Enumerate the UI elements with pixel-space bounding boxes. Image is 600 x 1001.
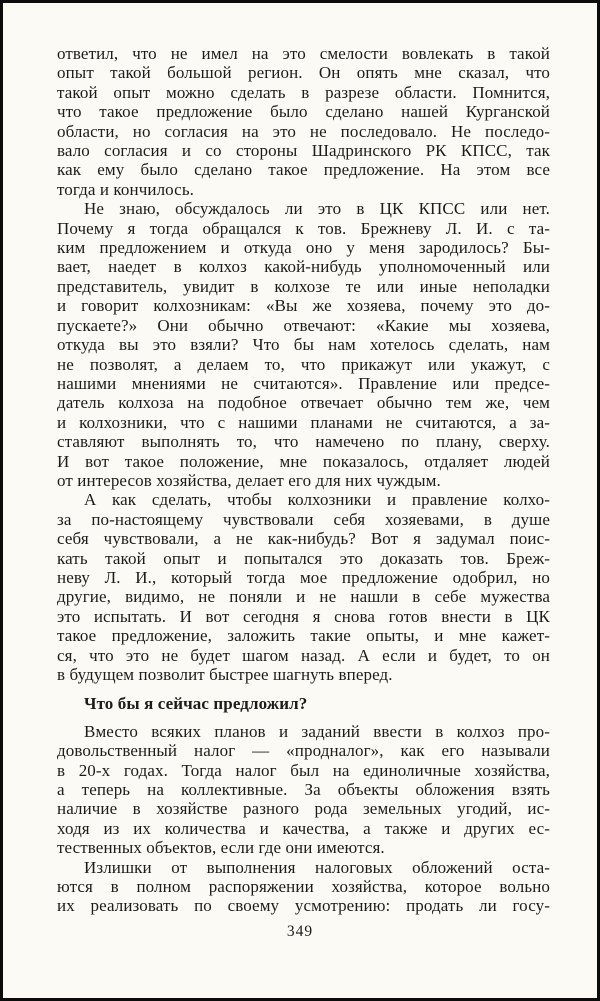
paragraph	[57, 490, 550, 684]
text-line: себя чувствовали, а не как-нибудь? Вот я задумал поис-	[57, 529, 550, 549]
text-line: нашими мнениями не считаются». Правление или предсе-	[57, 373, 550, 393]
text-line: за по-настоящему чувствовали себя хозяевами, в душе	[57, 509, 550, 529]
section-heading: Что бы я сейчас предложил?	[84, 694, 308, 714]
text-line: кать такой опыт и попытался это доказать тов. Бреж-	[57, 548, 550, 568]
text-line: представитель, увидит в колхозе те или иные неполадки	[57, 276, 550, 296]
text-line: их реализовать по своему усмотрению: продать ли госу-	[57, 896, 550, 916]
text-line: тогда и кончилось.	[57, 179, 195, 199]
text-line: откуда вы это взяли? Что бы нам хотелось сделать, нам	[57, 335, 550, 355]
text-line: в 20-х годах. Тогда налог был на единоличные хозяйства,	[57, 760, 550, 780]
text-line: ются в полном распоряжении хозяйства, которое вольно	[57, 877, 550, 897]
paragraph	[57, 44, 550, 199]
page-text-block	[57, 44, 550, 916]
text-line: тественных объектов, если где они имеются.	[57, 838, 385, 858]
text-line: в будущем позволит быстрее шагнуть вперед.	[57, 665, 393, 684]
text-line: не позволят, а делаем то, что прикажут или укажут, с	[57, 354, 550, 374]
text-line: области, но согласия на это не последовало. Не последо-	[57, 121, 550, 141]
text-line: неву Л. И., который тогда мое предложение одобрил, но	[57, 567, 550, 587]
paragraph	[57, 199, 550, 490]
text-line: А как сделать, чтобы колхозники и правление колхо-	[84, 490, 550, 510]
text-line: как ему было сделано такое предложение. На этом все	[57, 160, 550, 180]
text-line: Почему я тогда обращался к тов. Брежневу Л. И. с та-	[57, 218, 550, 238]
text-line: пускаете?» Они обычно отвечают: «Какие мы хозяева,	[57, 315, 550, 335]
text-line: такое предложение, заложить такие опыты, и мне кажет-	[57, 626, 550, 646]
text-line: вало согласия и со стороны Шадринского РК КПСС, так	[57, 141, 550, 161]
text-line: Вместо всяких планов и заданий ввести в колхоз про-	[84, 721, 550, 741]
text-line: ответил, что не имел на это смелости вовлекать в такой	[57, 44, 550, 63]
text-line: другие, видимо, не поняли и не нашли в себе мужества	[57, 587, 550, 607]
text-line: наличие в хозяйстве разного рода земельных угодий, ис-	[57, 799, 550, 819]
text-line: Не знаю, обсуждалось ли это в ЦК КПСС или нет.	[84, 199, 550, 219]
text-line: вает, наедет в колхоз какой-нибудь уполномоченный или	[57, 257, 550, 277]
text-line: что такое предложение было сделано нашей Курганской	[57, 102, 550, 122]
text-line: ся, что это не будет шагом назад. А если и будет, то он	[57, 645, 550, 665]
text-line: и колхозники, что с нашими планами не считаются, а за-	[57, 412, 550, 432]
paragraph	[57, 858, 550, 916]
page-number: 349	[286, 923, 314, 940]
text-line: ставляют выполнять то, что намечено по плану, сверху.	[57, 432, 550, 452]
text-line: и говорит колхозникам: «Вы же хозяева, почему это до-	[57, 296, 550, 316]
text-line: ходя из их количества и качества, а также и других ес-	[57, 818, 550, 838]
text-line: от интересов хозяйства, делает его для них чуждым.	[57, 470, 441, 490]
paragraph	[57, 722, 550, 858]
text-line: датель колхоза на подобное отвечает обычно тем же, чем	[57, 393, 550, 413]
text-line: такой опыт можно сделать в разрезе области. Помнится,	[57, 82, 550, 102]
text-line: Излишки от выполнения налоговых обложений оста-	[84, 857, 550, 877]
text-line: И вот такое положение, мне показалось, отдаляет людей	[57, 451, 550, 471]
text-line: это испытать. И вот сегодня я снова готов внести в ЦК	[57, 606, 550, 626]
text-line: а теперь на коллективные. За объекты обложения взять	[57, 780, 550, 800]
text-line: опыт такой большой регион. Он опять мне сказал, что	[57, 63, 550, 83]
text-line: ким предложением и откуда оно у меня зародилось? Бы-	[57, 238, 550, 258]
text-line: довольственный налог — «продналог», как его называли	[57, 741, 550, 761]
